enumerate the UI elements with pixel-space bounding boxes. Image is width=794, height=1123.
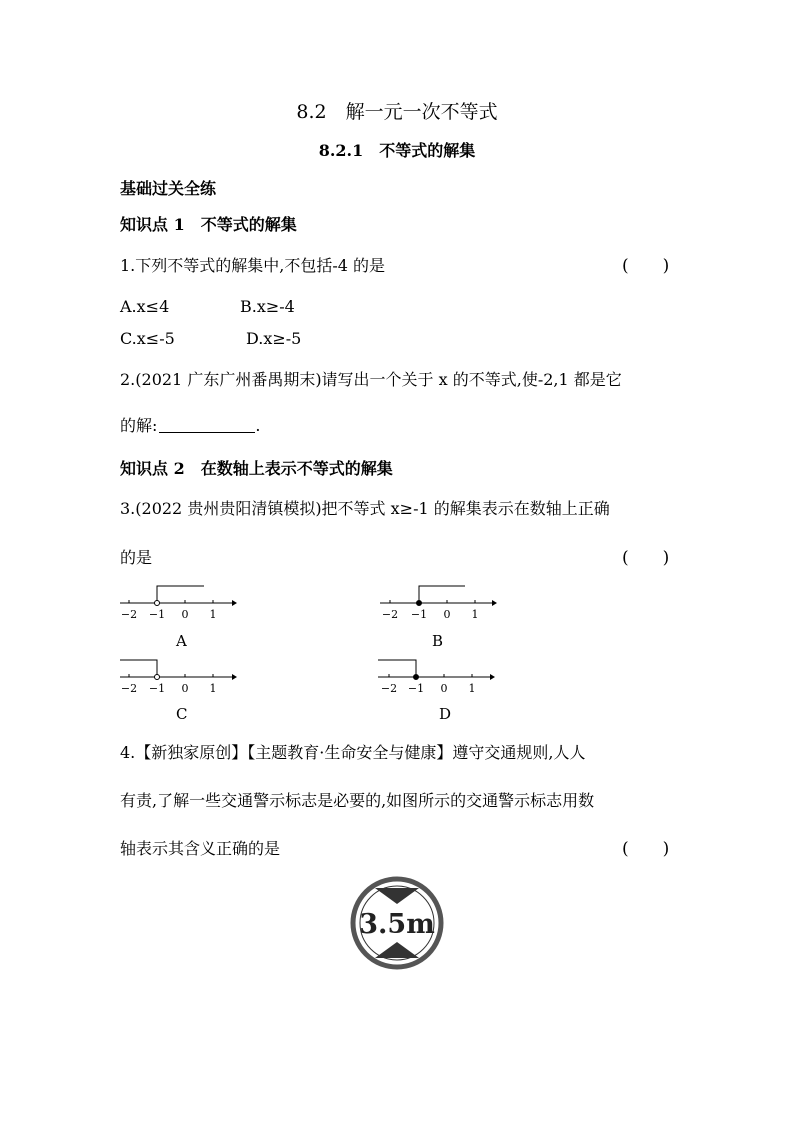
question-3-line-1: 3.(2022 贵州贵阳清镇模拟)把不等式 x≥-1 的解集表示在数轴上正确 <box>120 499 610 518</box>
number-line-c <box>118 657 238 697</box>
question-1-stem: 1.下列不等式的解集中,不包括-4 的是 <box>120 256 386 275</box>
solution-ray <box>419 586 465 600</box>
question-1-option-d: D.x≥-5 <box>246 329 302 348</box>
question-1-answer-paren: ( ) <box>622 256 670 276</box>
tick-label: −1 <box>407 682 425 695</box>
number-line-a-label: A <box>176 632 187 650</box>
open-circle <box>155 675 160 680</box>
number-line-c-label: C <box>176 705 188 723</box>
tick-label: 1 <box>209 608 217 621</box>
tick-label: 0 <box>181 608 189 621</box>
question-3-answer-paren: ( ) <box>622 548 670 568</box>
tick-label: −2 <box>381 608 399 621</box>
question-4-line-1: 4.【新独家原创】【主题教育·生命安全与健康】遵守交通规则,人人 <box>120 743 586 762</box>
tick-label: 0 <box>181 682 189 695</box>
axis-arrow <box>232 674 237 680</box>
number-line-b-label: B <box>432 632 444 650</box>
tick-label: −1 <box>148 682 166 695</box>
question-1-option-c: C.x≤-5 <box>120 329 175 348</box>
tick-label: −2 <box>380 682 398 695</box>
page-title: 8.2 解一元一次不等式 <box>296 101 498 123</box>
solution-ray <box>378 660 416 674</box>
knowledge-point-1: 知识点 1 不等式的解集 <box>120 215 297 234</box>
question-4-line-3: 轴表示其含义正确的是 <box>120 839 281 858</box>
axis-arrow <box>492 600 497 606</box>
number-line-b <box>378 583 498 623</box>
axis-arrow <box>490 674 495 680</box>
question-2-answer-prefix: 的解: <box>120 416 158 435</box>
question-2-period: . <box>255 416 261 435</box>
tick-label: 1 <box>468 682 476 695</box>
tick-label: 0 <box>440 682 448 695</box>
question-4-answer-paren: ( ) <box>622 839 670 859</box>
page-subtitle: 8.2.1 不等式的解集 <box>318 141 476 160</box>
sign-text: 3.5m <box>359 909 435 940</box>
tick-label: 1 <box>471 608 479 621</box>
solution-ray <box>120 660 157 674</box>
tick-label: −2 <box>120 682 138 695</box>
tick-label: 1 <box>209 682 217 695</box>
filled-dot <box>414 675 419 680</box>
section-heading: 基础过关全练 <box>120 179 217 198</box>
tick-label: −2 <box>120 608 138 621</box>
question-1-option-a: A.x≤4 <box>120 297 170 316</box>
number-line-d-label: D <box>439 705 452 723</box>
filled-dot <box>417 601 422 606</box>
question-2-answer-blank[interactable] <box>159 416 255 433</box>
height-limit-sign <box>350 876 444 970</box>
tick-label: −1 <box>148 608 166 621</box>
question-1-option-b: B.x≥-4 <box>240 297 295 316</box>
question-2-line-1: 2.(2021 广东广州番禺期末)请写出一个关于 x 的不等式,使-2,1 都是它 <box>120 370 622 389</box>
tick-label: 0 <box>443 608 451 621</box>
knowledge-point-2: 知识点 2 在数轴上表示不等式的解集 <box>120 459 393 478</box>
tick-label: −1 <box>410 608 428 621</box>
number-line-a <box>118 583 238 623</box>
question-3-line-2: 的是 <box>120 548 153 567</box>
question-2-line-2 <box>120 416 261 436</box>
number-line-d <box>376 657 496 697</box>
question-4-line-2: 有责,了解一些交通警示标志是必要的,如图所示的交通警示标志用数 <box>120 791 595 810</box>
open-circle <box>155 601 160 606</box>
solution-ray <box>157 586 204 600</box>
axis-arrow <box>232 600 237 606</box>
